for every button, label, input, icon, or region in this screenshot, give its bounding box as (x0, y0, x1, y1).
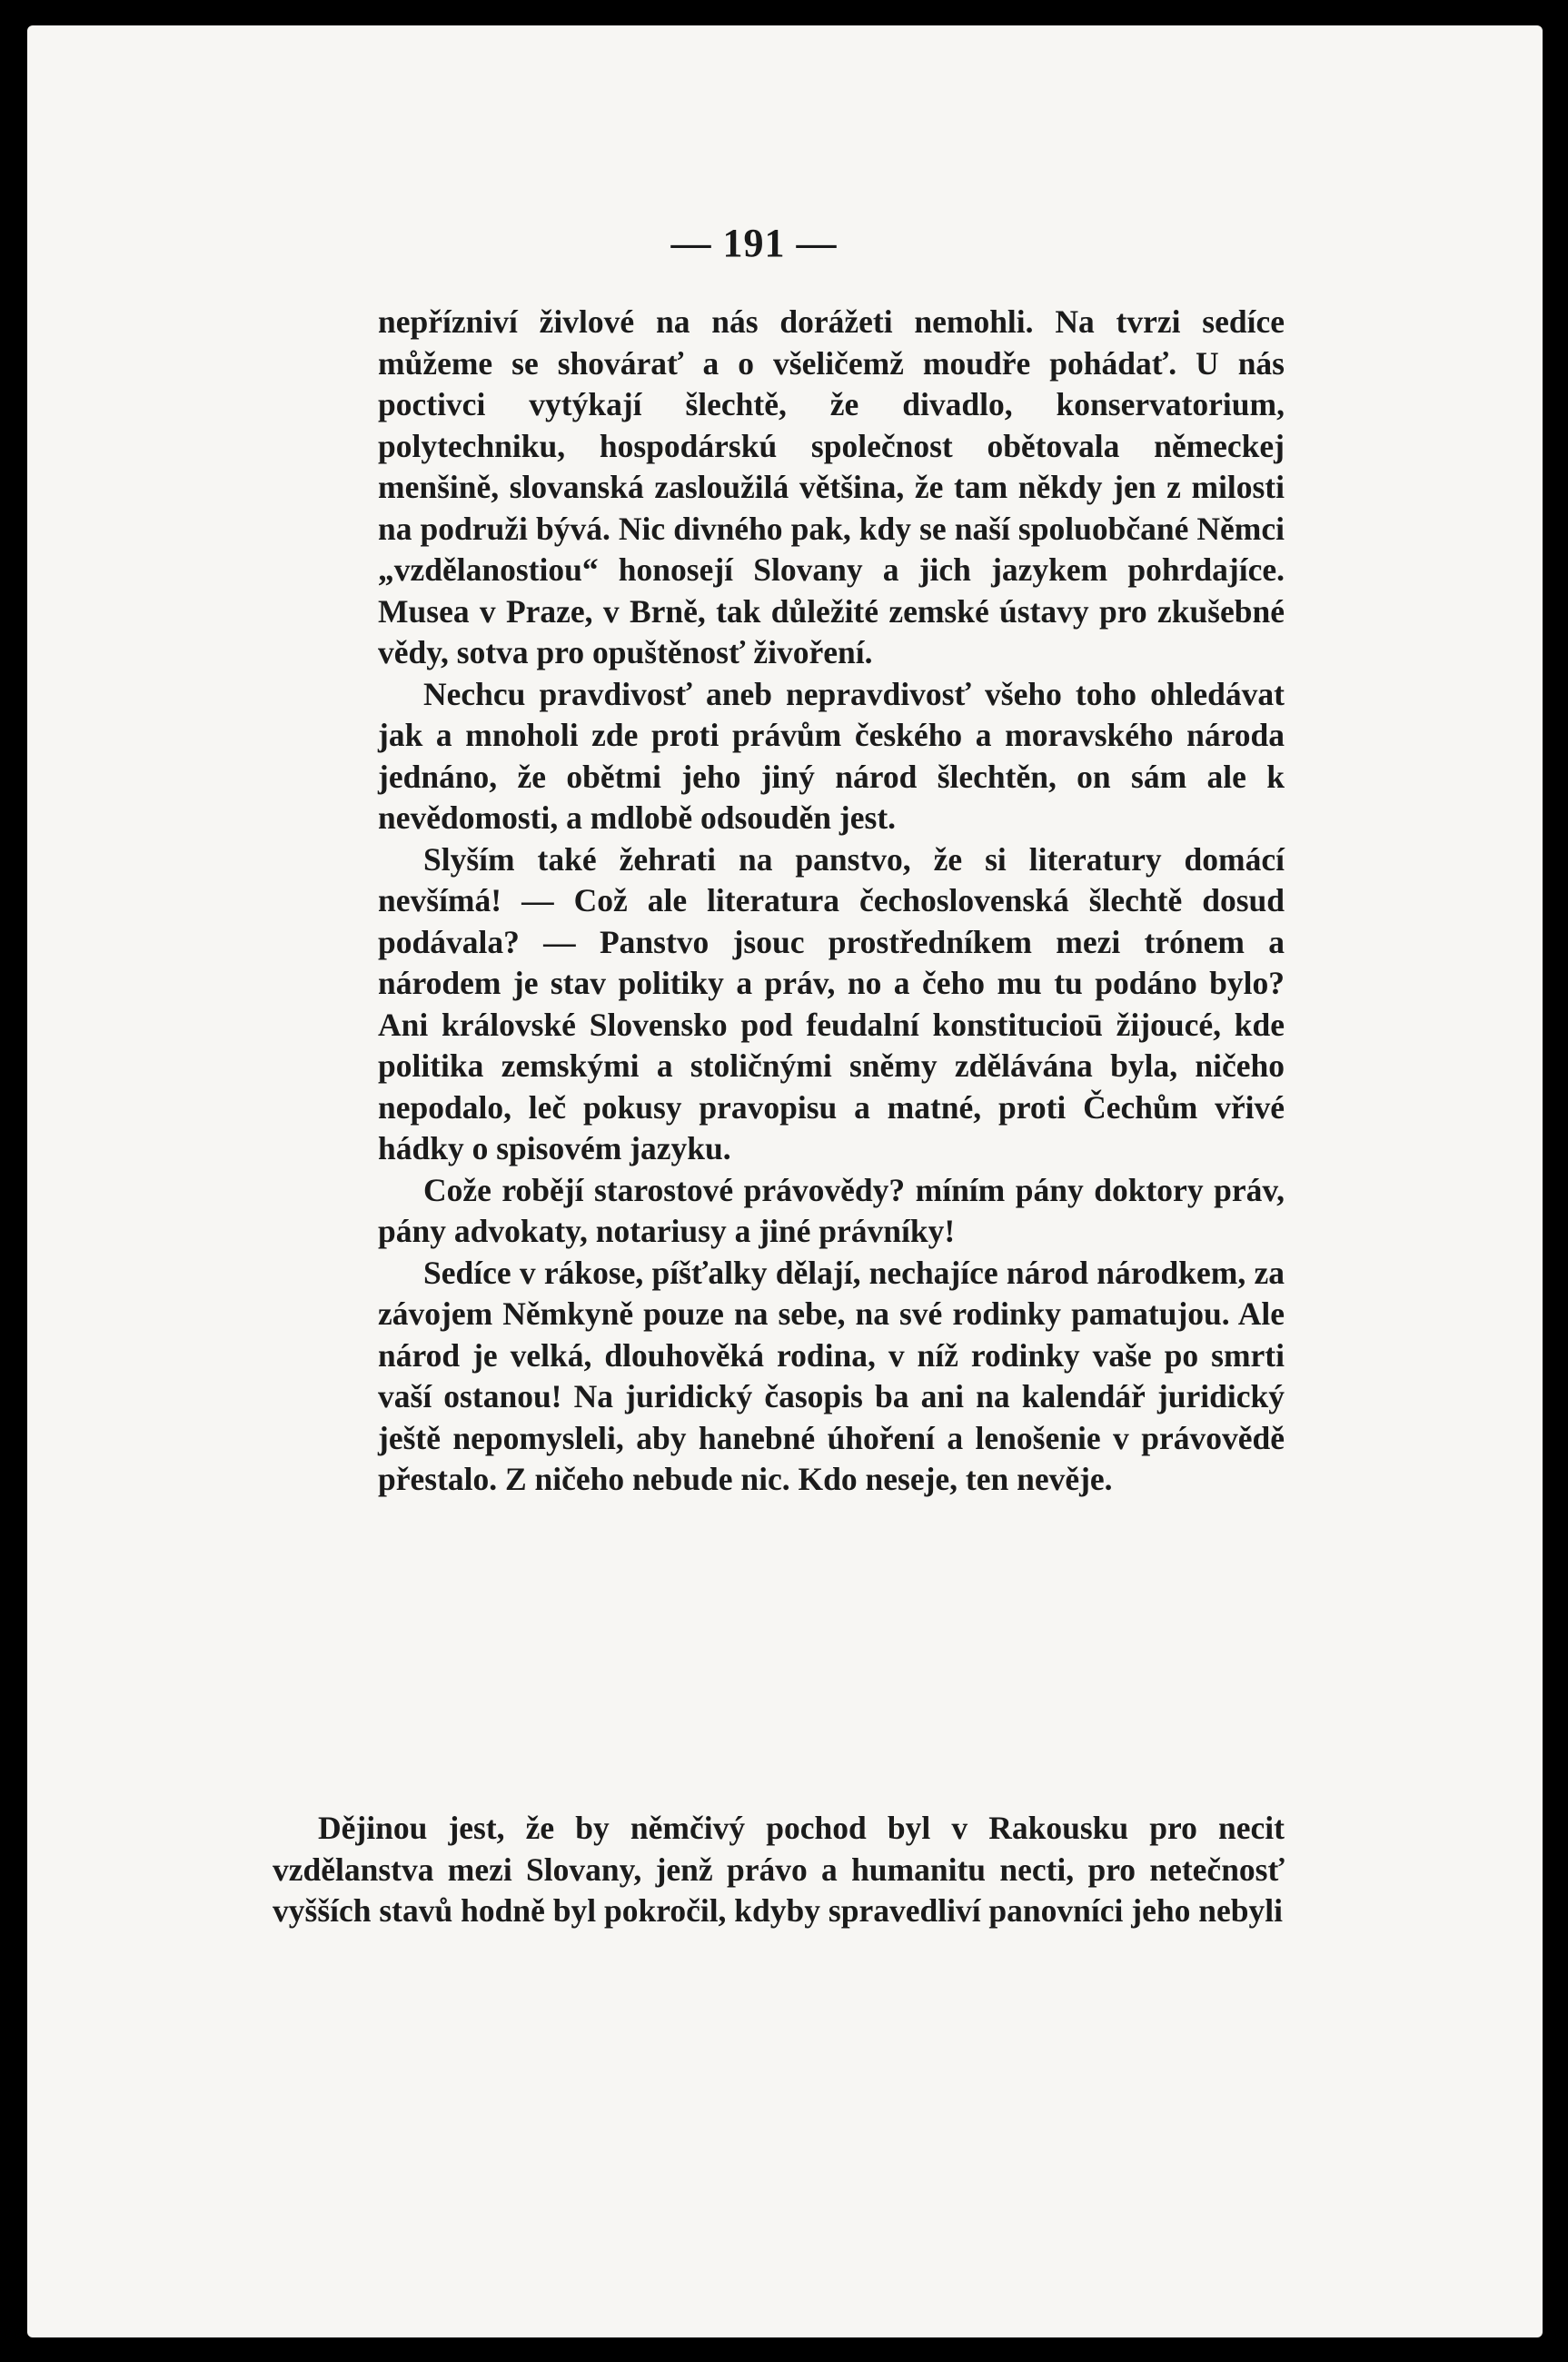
paragraph: Slyším také žehrati na panstvo, že si literatury domácí nevšímá! — Což ale literatura čechoslovenská šlechtě dosud podávala? — Panstvo jsouc prostředníkem mezi trónem a národem je stav politiky a práv, no a čeho mu tu podáno bylo? Ani královské Slovensko pod feudalní konstitucioū žijoucé, kde politika zemskými a stoličnými sněmy zdělávána byla, ničeho nepodalo, leč pokusy pravopisu a matné, proti Čechům vřivé hádky o spisovém jazyku. (378, 840, 1285, 1166)
paragraph: nepřízniví živlové na nás dorážeti nemohli. Na tvrzi sedíce můžeme se shovárať a o všeličemž moudře pohádať. U nás poctivci vytýkají šlechtě, že divadlo, konservatorium, polytechniku, hospodárskú společnost obětovala německej menšině, slovanská zasloužilá většina, že tam někdy jen z milosti na podruži bývá. Nic divného pak, kdy se naší spoluobčané Němci „vzdělanostiou“ honosejí Slovany a jich jazykem pohrdajíce. Musea v Praze, v Brně, tak důležité zemské ústavy pro zkušebné vědy, sotva pro opuštěnosť živoření. (378, 303, 1285, 670)
paragraph: Cože robějí starostové právovědy? míním pány doktory práv, pány advokaty, notariusy a jiné právníky! (378, 1171, 1285, 1249)
paragraph: Nechcu pravdivosť aneb nepravdivosť všeho toho ohledávat jak a mnoholi zde proti právům českého a moravského národa jednáno, že obětmi jeho jiný národ šlechtěn, on sám ale k nevědomosti, a mdlobě odsouděn jest. (378, 675, 1285, 836)
lower-text-block (273, 1808, 1285, 1932)
paragraph: Dějinou jest, že by němčivý pochod byl v Rakousku pro necit vzdělanstva mezi Slovany, jenž právo a humanitu necti, pro netečnosť vyšších stavů hodně byl pokročil, kdyby spravedliví panovníci jeho nebyli (273, 1810, 1285, 1929)
page-number: — 191 — (670, 221, 838, 265)
book-page (27, 25, 1543, 2337)
paragraph: Sedíce v rákose, píšťalky dělají, nechajíce národ národkem, za závojem Němkyně pouze na sebe, na své rodinky pamatujou. Ale národ je velká, dlouhověká rodina, v níž rodinky vaše po smrti vaší ostanou! Na juridický časopis ba ani na kalendář juridický ještě nepomysleli, aby hanebné úhoření a lenošenie v právovědě přestalo. Z ničeho nebude nic. Kdo neseje, ten nevěje. (378, 1254, 1285, 1497)
main-text-block (378, 302, 1285, 1501)
